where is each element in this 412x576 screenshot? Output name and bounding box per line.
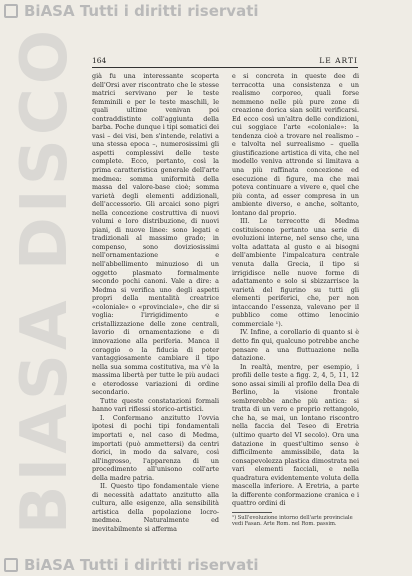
left-paragraph-4: II. Questo tipo fondamentale viene di necessità adattato anzitutto alla cultura, alle esigenze, alla sensibilità artistica della popolazione locro-medmea. Naturalmente ed inevitabilmente si afferma: [92, 482, 219, 533]
vertical-watermark-text: BIASA DISCO: [8, 25, 82, 535]
left-paragraph-3: I. Confermano anzitutto l'ovvia ipotesi di pochi tipi fondamentali importati e, nel caso di Medma, importati (può ammettersi) da centri dorici, in modo da salvare, così all'ingrosso, l'apparenza di un procedimento all'unisono coll'arte della madre patria.: [92, 413, 219, 482]
biasa-logo-icon: [4, 4, 18, 18]
header-rule: [92, 67, 358, 68]
left-column: [92, 72, 219, 534]
right-column: [232, 72, 359, 528]
right-paragraph-1: e si concreta in queste dee di terracotta una consistenza e un realismo corporeo, quali forse nemmeno nelle più pure zone di creazione dorica sian soliti verificarsi. Ed ecco così un'altra delle condizioni, cui soggiace l'arte «coloniale»: la tendenza cioè a trovare nel realismo – e talvolta nel surrealismo – quella giustificazione artistica di vita, che nel modello veniva attronde si limitava a una più raffinata concezione ed esecuzione di figure, ma che mai poteva continuare a vivere e, quel che più conta, ad esser compresa in un ambiente diverso, e anche, soltanto, lontano dal proprio.: [232, 72, 359, 217]
vertical-watermark: [0, 20, 100, 540]
right-paragraph-2: III. Le terrecotte di Medma costituiscono pertanto una serie di evoluzioni interne, nel senso che, una volta adattata al gusto e ai bisogni dell'ambiente l'impalcatura centrale venuta dalla Grecia, il tipo si irrigidisce nelle nuove forme di adattamento e solo si sbizzarrisce la varietà del figurino su tutti gli elementi periferici, che, per non intaccando l'essenza, valevano per il pubblico come ottimo lenocinio commerciale ¹).: [232, 217, 359, 328]
bottom-watermark: [0, 556, 412, 574]
left-paragraph-2: Tutte queste constatazioni formali hanno vari riflessi storico-artistici.: [92, 396, 219, 414]
bottom-watermark-text: BiASA Tutti i diritti riservati: [24, 556, 259, 574]
footnote: ¹) Sull'evoluzione intorno dell'arte provinciale vedi Fasan. Arte Rom. nel Rom. passim.: [232, 514, 353, 528]
top-watermark: [0, 2, 412, 20]
top-watermark-text: BiASA Tutti i diritti riservati: [24, 2, 259, 20]
footnote-rule: [232, 512, 272, 513]
left-paragraph-1: già fu una interessante scoperta dell'Orsi aver riscontrato che le stesse matrici servivano per le teste femminili e per le teste maschili, le quali ultime venivan poi contraddistinte coll'aggiunta della barba. Poche dunque i tipi somatici dei vasi – dei visi, ben s'intende, relativi a una stessa epoca –, numerosissimi gli aspetti complessivi delle teste complete. Ecco, pertanto, così la prima caratteristica generale dell'arte medmea: somma uniformità della massa del valore-base cioè; somma varietà degli elementi addizionali, dell'accessorio. Gli arcaici sono pigri nella concezione costruttiva di nuovi volumi e loro distribuzione, di nuovi piani, di nuove linee: sono legati e tradizionali al massimo grado; in compenso, sono doviziosissimi nell'ornamentazione e nell'abbellimento minuzioso di un oggetto plasmato formalmente secondo pochi canoni. Vale a dire: a Medma si verifica uno degli aspetti propri della mentalità creatrice «coloniale» o «provinciale», che dir si voglia: l'irrigidimento e cristallizzazione delle zone centrali, lavorio di ornamentazione e di innovazione alla periferia. Manca il coraggio o la fiducia di poter vantaggiosamente cambiare il tipo nella sua somma costitutiva, ma v'è la massima libertà per tutte le più audaci e eterodosse variazioni di ordine secondario.: [92, 72, 219, 397]
page-number: 164: [92, 56, 107, 65]
running-head: LE ARTI: [319, 56, 358, 65]
biasa-logo-icon: [4, 558, 18, 572]
right-paragraph-4: In realtà, mentre, per esempio, i profili delle teste a figg. 2, 4, 5, 11, 12 sono assai simili al profilo della Dea di Berlino, la visione frontale sembrerebbe anche più antica: si tratta di un vero e proprio rettangolo, che ha, se mai, un lontano riscontro nella faccia del Teseo di Eretria (ultimo quarto del VI secolo). Ora una datazione in quest'ultimo senso è difficilmente ammissibile, data la consapevolezza plastica dimostrata nei vari elementi facciali, e nella quadratura evidentemente voluta della mascella inferiore. A Eretria, a parte la differente conformazione cranica e i quattro ordini di: [232, 362, 359, 508]
right-paragraph-3: IV. Infine, a corollario di quanto si è detto fin qui, qualcuno potrebbe anche pensare a una fluttuazione nella datazione.: [232, 328, 359, 363]
